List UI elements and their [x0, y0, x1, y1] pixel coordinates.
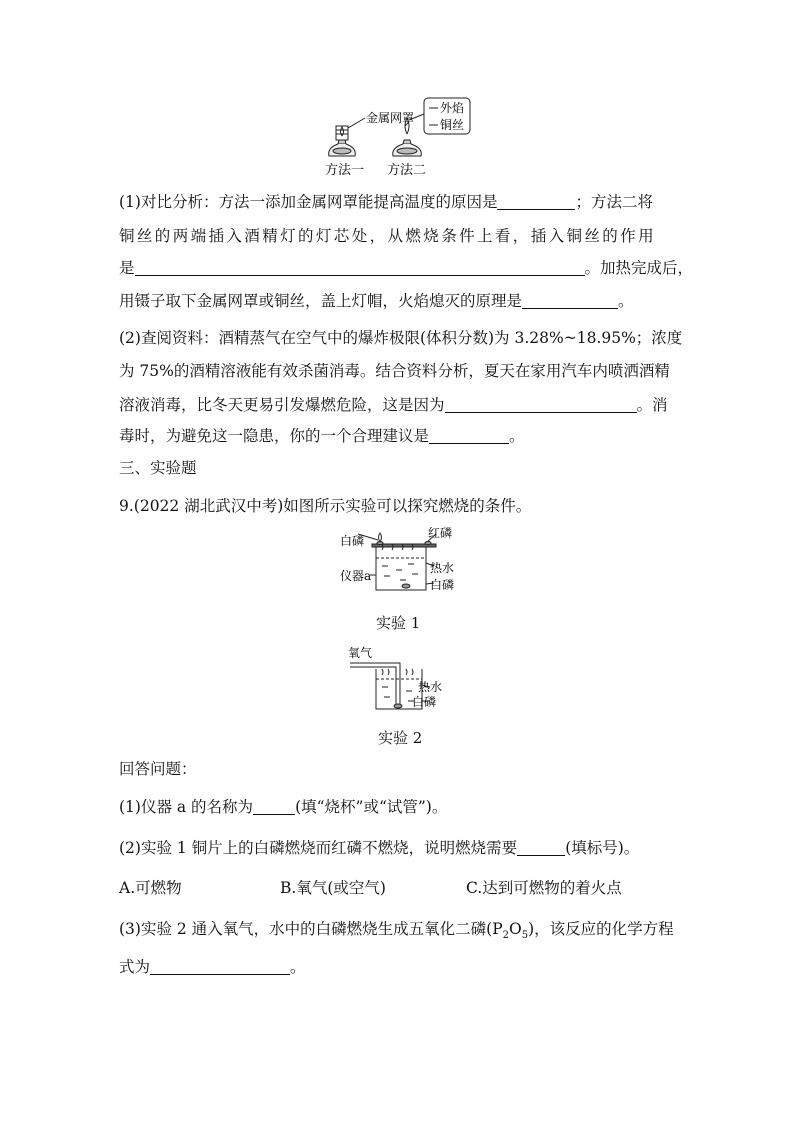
label-mesh: 金属网罩: [366, 111, 415, 125]
lamp-figure: [325, 96, 475, 180]
sub3-text-d: 。: [290, 958, 306, 976]
option-a[interactable]: A.可燃物: [119, 879, 182, 897]
q9-stem: 9.(2022 湖北武汉中考)如图所示实验可以探究燃烧的条件。: [119, 497, 532, 515]
q2-line1: [119, 321, 683, 355]
q1-blank1[interactable]: [497, 191, 575, 210]
q1-blank2[interactable]: [135, 257, 585, 276]
sub1-blank[interactable]: [253, 796, 295, 815]
section-title: 三、实验题: [119, 459, 197, 477]
sub2-blank[interactable]: [517, 837, 565, 856]
q2-line2: [119, 354, 675, 388]
label-instrument-a: 仪器a: [340, 569, 372, 583]
sub2-text-b: (填标号)。: [565, 839, 640, 857]
sub1-text-a: (1)仪器 a 的名称为: [119, 798, 254, 816]
q2-text-e: 毒时，为避免这一隐患，你的一个合理建议是: [119, 427, 430, 445]
sub3-line2: [119, 950, 675, 984]
q1-line4: [119, 284, 675, 318]
q1-text-e: 。加热完成后，: [584, 259, 694, 277]
label-white-p: 白磷: [340, 534, 365, 548]
q1-text-b: ；方法二将: [575, 193, 653, 211]
option-c[interactable]: C.达到可燃物的着火点: [466, 879, 622, 897]
q2-blank2[interactable]: [429, 425, 509, 444]
label-white-p2: 白磷: [430, 578, 455, 592]
sub1-line: [119, 790, 675, 824]
q1-line3: [119, 251, 694, 285]
q1-text-f: 用镊子取下金属网罩或铜丝，盖上灯帽，火焰熄灭的原理是: [119, 292, 523, 310]
label-red-p: 红磷: [428, 526, 453, 540]
label-copper-wire: 铜丝: [440, 118, 465, 132]
sub3-text-a: (3)实验 2 通入氧气，水中的白磷燃烧生成五氧化二磷(P: [119, 920, 503, 938]
q1-blank3[interactable]: [522, 290, 618, 309]
sub3-text-c: 式为: [119, 958, 151, 976]
oxygen-tube: [350, 663, 400, 705]
sub3-subscript-5: 5: [521, 930, 529, 942]
sub3-line1: [119, 912, 675, 953]
q1-line2: [119, 219, 675, 253]
label-white-p3: 白磷: [412, 695, 437, 709]
label-oxygen: 氧气: [348, 646, 373, 660]
answer-prompt: 回答问题：: [119, 760, 197, 778]
q1-text-g: 。: [618, 292, 634, 310]
q2-text-c: 溶液消毒，比冬天更易引发爆燃危险，这是因为: [119, 396, 445, 414]
experiment2-figure: [348, 643, 448, 713]
label-outer-flame: 外焰: [440, 101, 465, 115]
q1-text-a: (1)对比分析：方法一添加金属网罩能提高温度的原因是: [119, 193, 498, 211]
q2-text-d: 。消: [636, 396, 668, 414]
sub2-line: [119, 831, 675, 865]
label-hot-water2: 热水: [418, 680, 443, 694]
caption-exp2: 实验 2: [378, 729, 423, 747]
q2-text-f: 。: [509, 427, 525, 445]
caption-method2: 方法二: [387, 163, 427, 178]
caption-exp1: 实验 1: [376, 614, 421, 632]
label-hot-water: 热水: [430, 561, 455, 575]
sub3-blank[interactable]: [150, 956, 290, 975]
sub1-text-b: (填“烧杯”或“试管”)。: [295, 798, 448, 816]
q1-line1: [119, 185, 675, 219]
sub3-text-b: )，该反应的化学方程: [528, 920, 674, 938]
q1-text-d: 是: [119, 259, 135, 277]
q2-text-a: (2)查阅资料：酒精蒸气在空气中的爆炸极限(体积分数)为 3.28%~18.95%；浓度: [119, 329, 683, 347]
q1-text-c: 铜丝的两端插入酒精灯的灯芯处，从燃烧条件上看，插入铜丝的作用: [119, 227, 657, 245]
sub2-text-a: (2)实验 1 铜片上的白磷燃烧而红磷不燃烧，说明燃烧需要: [119, 839, 518, 857]
q2-line4: [119, 419, 675, 453]
caption-method1: 方法一: [325, 163, 365, 178]
q2-text-b: 为 75%的酒精溶液能有效杀菌消毒。结合资料分析，夏天在家用汽车内喷洒酒精: [119, 362, 670, 380]
q2-blank1[interactable]: [445, 394, 637, 413]
beaker: [376, 547, 426, 590]
white-p-flame: [379, 533, 382, 542]
q2-line3: [119, 388, 675, 422]
lamp-method1: [329, 118, 365, 156]
sub3-subscript-2: 2: [502, 930, 510, 942]
experiment1-figure: [340, 526, 455, 598]
sub3-text-o: O: [509, 920, 522, 938]
option-b[interactable]: B.氧气(或空气): [280, 879, 386, 897]
